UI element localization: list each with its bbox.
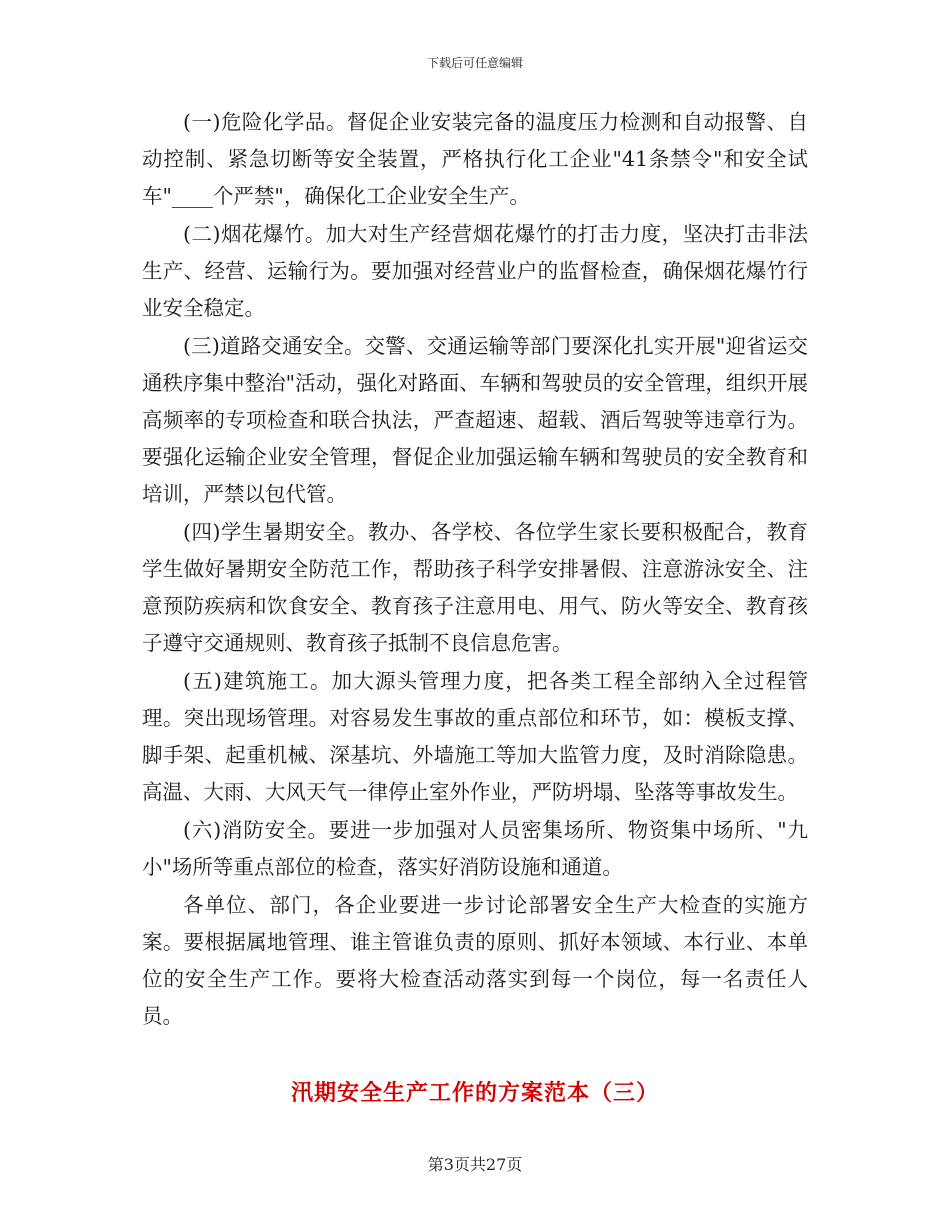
paragraph-road-traffic: (三)道路交通安全。交警、交通运输等部门要深化扎实开展"迎省运交通秩序集中整治"活动，强化对路面、车辆和驾驶员的安全管理，组织开展高频率的专项检查和联合执法，严查超速、超载、酒后驾驶等违章行为。要强化运输企业安全管理，督促企业加强运输车辆和驾驶员的安全教育和培训，严禁以包代管。 (142, 334, 808, 506)
page-footer: 第3页共27页 (427, 1155, 523, 1174)
paragraph-student-summer: (四)学生暑期安全。教办、各学校、各位学生家长要积极配合，教育学生做好暑期安全防范工作，帮助孩子科学安排暑假、注意游泳安全、注意预防疾病和饮食安全、教育孩子注意用电、用气、防火等安全、教育孩子遵守交通规则、教育孩子抵制不良信息危害。 (142, 520, 808, 655)
paragraph-construction: (五)建筑施工。加大源头管理力度，把各类工程全部纳入全过程管理。突出现场管理。对容易发生事故的重点部位和环节，如：模板支撑、脚手架、起重机械、深基坑、外墙施工等加大监管力度，及时消除隐患。高温、大雨、大风天气一律停止室外作业，严防坍塌、坠落等事故发生。 (142, 669, 808, 804)
paragraph-fireworks: (二)烟花爆竹。加大对生产经营烟花爆竹的打击力度，坚决打击非法生产、经营、运输行为。要加强对经营业户的监督检查，确保烟花爆竹行业安全稳定。 (142, 222, 808, 320)
paragraph-closing: 各单位、部门，各企业要进一步讨论部署安全生产大检查的实施方案。要根据属地管理、谁主管谁负责的原则、抓好本领域、本行业、本单位的安全生产工作。要将大检查活动落实到每一个岗位，每一名责任人员。 (142, 893, 808, 1028)
section-title: 汛期安全生产工作的方案范本（三） (290, 1081, 659, 1106)
paragraph-hazardous-chemicals: (一)危险化学品。督促企业安装完备的温度压力检测和自动报警、自动控制、紧急切断等安全装置，严格执行化工企业"41条禁令"和安全试车"____个严禁"，确保化工企业安全生产。 (142, 110, 808, 208)
document-body (142, 104, 808, 1036)
paragraph-fire-safety: (六)消防安全。要进一步加强对人员密集场所、物资集中场所、"九小"场所等重点部位的检查，落实好消防设施和通道。 (142, 818, 808, 879)
page-header: 下载后可任意编辑 (426, 56, 523, 70)
